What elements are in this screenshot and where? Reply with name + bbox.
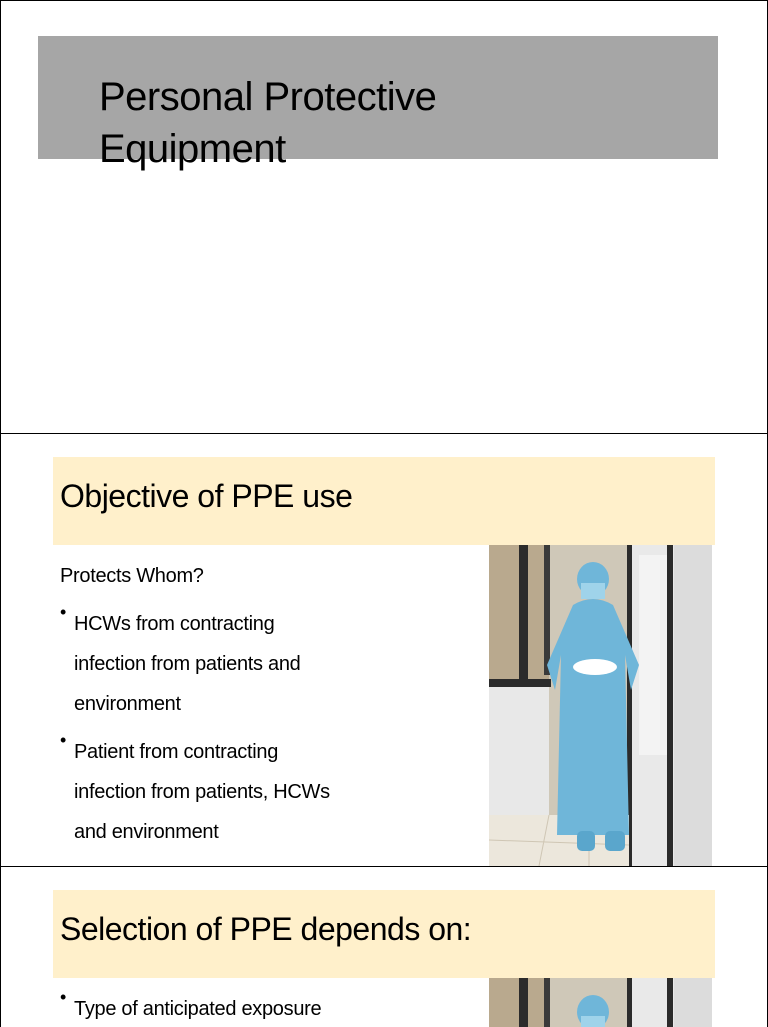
bullet-line: • HCWs from contracting — [74, 613, 275, 635]
slide-1 — [0, 0, 768, 434]
bullet-line: and environment — [74, 821, 219, 843]
bullet-line: environment — [74, 693, 181, 715]
title-line-1: Personal Protective — [99, 75, 437, 119]
title-line-2: Equipment — [99, 127, 286, 171]
bullet-line: • Type of anticipated exposure — [74, 998, 322, 1020]
intro-text: Protects Whom? — [60, 565, 204, 587]
ppe-worker-image — [489, 545, 712, 866]
bullet-item — [60, 989, 475, 1027]
bullet-line: infection from patients and — [74, 653, 301, 675]
ppe-photo — [489, 545, 712, 866]
slide-2-title: Objective of PPE use — [60, 478, 353, 514]
bullet-line: infection from patients, HCWs — [74, 781, 330, 803]
slide-1-title — [99, 71, 519, 175]
bullet-line: • Patient from contracting — [74, 741, 279, 763]
slide-2 — [0, 433, 768, 867]
slide-3 — [0, 866, 768, 1027]
bullet-item — [60, 732, 475, 852]
ppe-worker-image — [489, 978, 712, 1027]
ppe-photo — [489, 978, 712, 1027]
slide-3-content — [60, 989, 475, 1027]
slide-2-content — [60, 556, 475, 852]
bullet-item — [60, 604, 475, 724]
slide-3-title: Selection of PPE depends on: — [60, 911, 472, 947]
